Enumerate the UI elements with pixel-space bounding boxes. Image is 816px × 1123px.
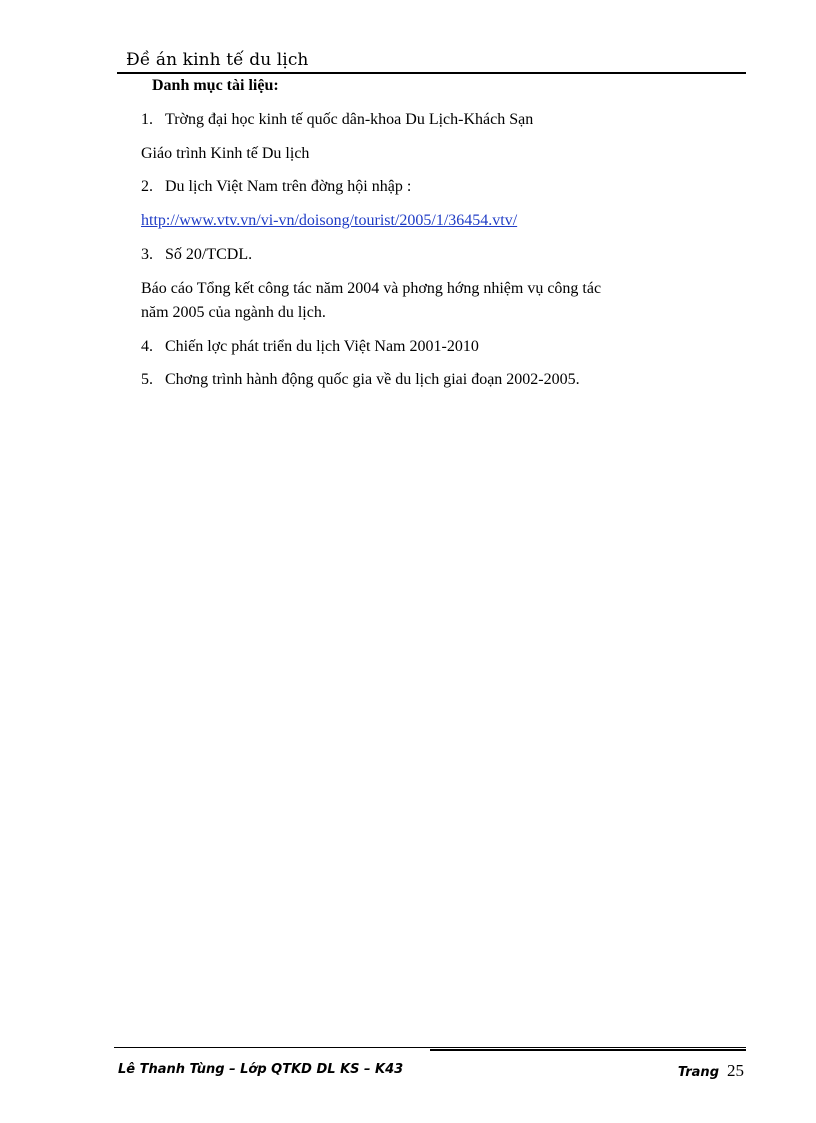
reference-text: Chiến lợc phát triển du lịch Việt Nam 2001-2010 (165, 338, 479, 355)
section-title: Danh mục tài liệu: (152, 77, 279, 94)
reference-text: năm 2005 của ngành du lịch. (141, 304, 326, 321)
reference-text: Du lịch Việt Nam trên đờng hội nhập : (165, 178, 412, 195)
footer-author: Lê Thanh Tùng – Lớp QTKD DL KS – K43 (118, 1062, 404, 1077)
footer-page-label: Trang (677, 1065, 719, 1080)
running-header: Đề án kinh tế du lịch (126, 50, 309, 70)
reference-item-4 (141, 338, 479, 356)
reference-number: 2. (141, 178, 153, 195)
reference-number: 1. (141, 111, 153, 128)
reference-text: Trờng đại học kinh tế quốc dân-khoa Du Lịch-Khách Sạn (165, 111, 534, 128)
footer-rule-thin (114, 1047, 746, 1048)
reference-text: Chơng trình hành động quốc gia về du lịch giai đoạn 2002-2005. (165, 371, 580, 388)
footer-rule-thick (430, 1049, 746, 1051)
reference-url-link[interactable]: http://www.vtv.vn/vi-vn/doisong/tourist/2005/1/36454.vtv/ (141, 212, 518, 229)
reference-item-5 (141, 371, 580, 389)
reference-item-2 (141, 178, 411, 196)
reference-item-3-desc-line-2 (141, 304, 326, 322)
reference-item-3-desc-line-1 (141, 280, 601, 298)
reference-text: Báo cáo Tổng kết công tác năm 2004 và phơng hớng nhiệm vụ công tác (141, 280, 602, 297)
header-rule (117, 72, 746, 74)
reference-text: Số 20/TCDL. (165, 246, 253, 263)
reference-number: 3. (141, 246, 153, 263)
reference-text: Giáo trình Kinh tế Du lịch (141, 145, 310, 162)
reference-item-1 (141, 111, 533, 129)
reference-number: 5. (141, 371, 153, 388)
footer-page-number: 25 (727, 1061, 744, 1080)
reference-number: 4. (141, 338, 153, 355)
footer-page-indicator (678, 1061, 744, 1081)
reference-item-3 (141, 246, 252, 264)
reference-item-1-subtitle (141, 145, 309, 163)
reference-item-2-link-line (141, 212, 517, 230)
